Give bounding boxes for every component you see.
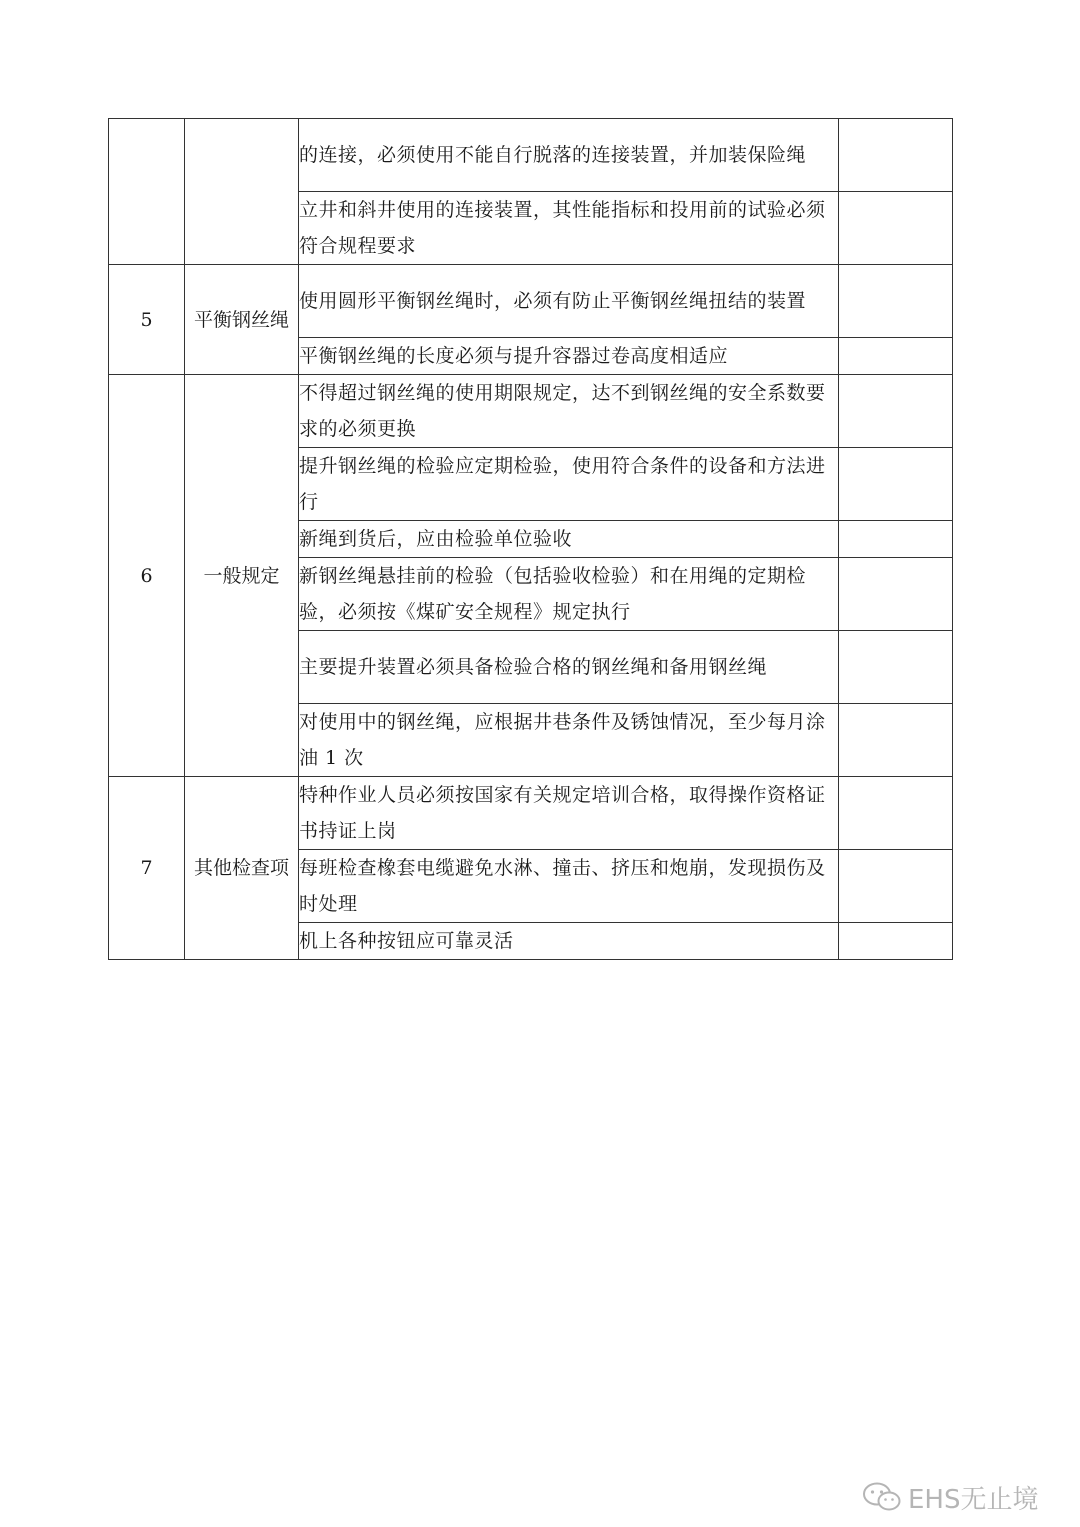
result-cell	[839, 923, 953, 960]
item-number: 6	[109, 375, 185, 777]
item-category: 一般规定	[185, 375, 299, 777]
wechat-icon	[862, 1481, 902, 1513]
table-row	[109, 119, 953, 192]
result-cell	[839, 448, 953, 521]
table-row	[109, 777, 953, 850]
item-category	[185, 119, 299, 265]
item-category: 其他检查项	[185, 777, 299, 960]
result-cell	[839, 119, 953, 192]
requirement-text: 主要提升装置必须具备检验合格的钢丝绳和备用钢丝绳	[299, 631, 839, 704]
result-cell	[839, 704, 953, 777]
watermark	[862, 1480, 1038, 1514]
result-cell	[839, 265, 953, 338]
item-category: 平衡钢丝绳	[185, 265, 299, 375]
item-number: 7	[109, 777, 185, 960]
table-row	[109, 265, 953, 338]
result-cell	[839, 777, 953, 850]
safety-checklist-table	[108, 118, 953, 960]
requirement-text: 新绳到货后，应由检验单位验收	[299, 521, 839, 558]
result-cell	[839, 558, 953, 631]
requirement-text: 使用圆形平衡钢丝绳时，必须有防止平衡钢丝绳扭结的装置	[299, 265, 839, 338]
requirement-text: 提升钢丝绳的检验应定期检验，使用符合条件的设备和方法进行	[299, 448, 839, 521]
result-cell	[839, 850, 953, 923]
result-cell	[839, 631, 953, 704]
requirement-text: 平衡钢丝绳的长度必须与提升容器过卷高度相适应	[299, 338, 839, 375]
requirement-text: 新钢丝绳悬挂前的检验（包括验收检验）和在用绳的定期检验，必须按《煤矿安全规程》规定执行	[299, 558, 839, 631]
item-number	[109, 119, 185, 265]
requirement-text: 每班检查橡套电缆避免水淋、撞击、挤压和炮崩，发现损伤及时处理	[299, 850, 839, 923]
watermark-text: EHS无止境	[908, 1484, 1039, 1515]
requirement-text: 对使用中的钢丝绳，应根据井巷条件及锈蚀情况，至少每月涂油 1 次	[299, 704, 839, 777]
result-cell	[839, 192, 953, 265]
table-row	[109, 375, 953, 448]
result-cell	[839, 375, 953, 448]
requirement-text: 机上各种按钮应可靠灵活	[299, 923, 839, 960]
result-cell	[839, 521, 953, 558]
item-number: 5	[109, 265, 185, 375]
requirement-text: 不得超过钢丝绳的使用期限规定，达不到钢丝绳的安全系数要求的必须更换	[299, 375, 839, 448]
requirement-text: 的连接，必须使用不能自行脱落的连接装置，并加装保险绳	[299, 119, 839, 192]
requirement-text: 特种作业人员必须按国家有关规定培训合格，取得操作资格证书持证上岗	[299, 777, 839, 850]
requirement-text: 立井和斜井使用的连接装置，其性能指标和投用前的试验必须符合规程要求	[299, 192, 839, 265]
result-cell	[839, 338, 953, 375]
